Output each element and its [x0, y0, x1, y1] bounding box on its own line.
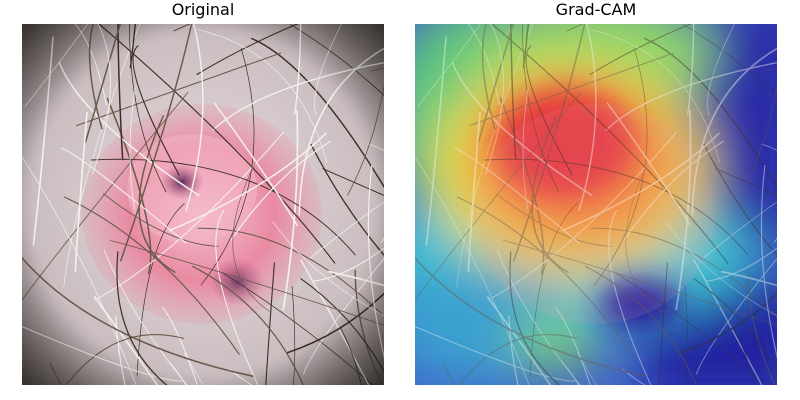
gradcam-panel — [415, 0, 777, 400]
gradcam-image — [415, 24, 777, 385]
original-image — [22, 24, 384, 385]
dermoscopy-image — [22, 24, 384, 385]
original-panel — [22, 0, 384, 400]
heatmap-overlay — [415, 24, 777, 385]
gradcam-title: Grad-CAM — [555, 0, 637, 19]
original-title: Original — [171, 0, 235, 19]
